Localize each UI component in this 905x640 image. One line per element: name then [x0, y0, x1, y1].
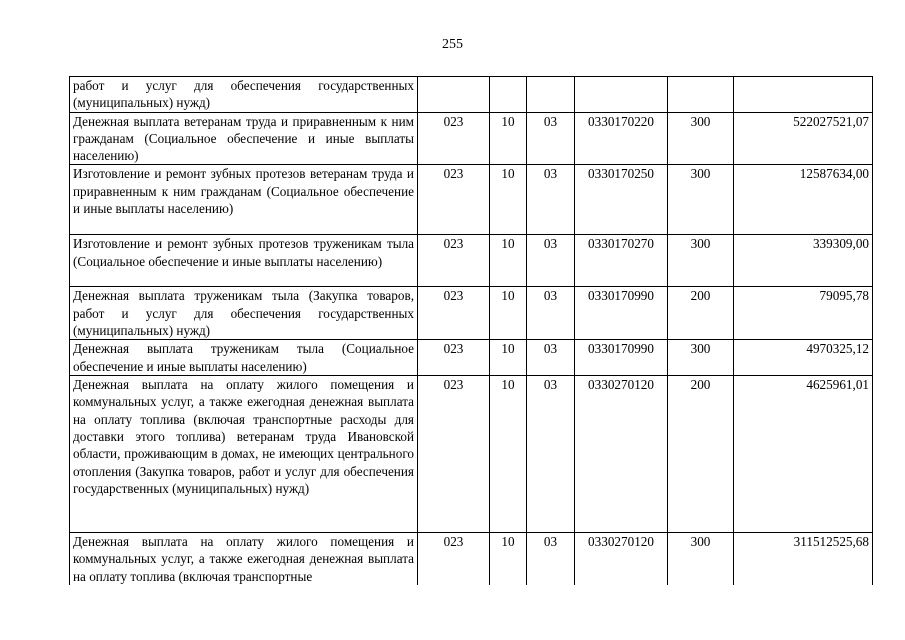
subsection-code: 03: [527, 376, 575, 533]
ministry-code: [418, 77, 490, 113]
section-code: 10: [490, 112, 527, 165]
target-article-code: 0330170220: [575, 112, 668, 165]
amount-value: 4970325,12: [734, 340, 873, 376]
subsection-code: 03: [527, 165, 575, 235]
amount-value: [734, 77, 873, 113]
table-row: [70, 77, 873, 113]
expense-type-code: 200: [668, 287, 734, 340]
amount-value: 12587634,00: [734, 165, 873, 235]
expense-type-code: 300: [668, 533, 734, 585]
subsection-code: 03: [527, 235, 575, 287]
section-code: 10: [490, 376, 527, 533]
target-article-code: 0330270120: [575, 376, 668, 533]
budget-table: [69, 76, 873, 585]
expense-description: Денежная выплата на оплату жилого помещения и коммунальных услуг, а также ежегодная денежная выплата на оплату топлива (включая транспортные расходы для доставки этого топлива) ветеранам труда Ивановской области, проживающим в домах, не имеющих центрального отопления (Закупка товаров, работ и услуг для обеспечения государственных (муниципальных) нужд): [70, 376, 418, 533]
section-code: 10: [490, 533, 527, 585]
section-code: 10: [490, 235, 527, 287]
table-row: [70, 235, 873, 287]
ministry-code: 023: [418, 287, 490, 340]
page-number: 255: [442, 37, 463, 52]
expense-type-code: 300: [668, 340, 734, 376]
expense-description: Денежная выплата труженикам тыла (Закупка товаров, работ и услуг для обеспечения государственных (муниципальных) нужд): [70, 287, 418, 340]
target-article-code: 0330170270: [575, 235, 668, 287]
expense-type-code: 300: [668, 235, 734, 287]
expense-type-code: 300: [668, 112, 734, 165]
amount-value: 339309,00: [734, 235, 873, 287]
expense-type-code: [668, 77, 734, 113]
ministry-code: 023: [418, 340, 490, 376]
ministry-code: 023: [418, 235, 490, 287]
ministry-code: 023: [418, 376, 490, 533]
expense-description: Денежная выплата труженикам тыла (Социальное обеспечение и иные выплаты населению): [70, 340, 418, 376]
table-row: [70, 376, 873, 533]
amount-value: 311512525,68: [734, 533, 873, 585]
amount-value: 4625961,01: [734, 376, 873, 533]
subsection-code: [527, 77, 575, 113]
expense-description: Изготовление и ремонт зубных протезов труженикам тыла (Социальное обеспечение и иные выплаты населению): [70, 235, 418, 287]
target-article-code: [575, 77, 668, 113]
subsection-code: 03: [527, 533, 575, 585]
subsection-code: 03: [527, 287, 575, 340]
target-article-code: 0330170250: [575, 165, 668, 235]
subsection-code: 03: [527, 340, 575, 376]
target-article-code: 0330170990: [575, 340, 668, 376]
table-row: [70, 112, 873, 165]
ministry-code: 023: [418, 533, 490, 585]
table-row: [70, 340, 873, 376]
expense-type-code: 300: [668, 165, 734, 235]
expense-description: Денежная выплата ветеранам труда и приравненным к ним гражданам (Социальное обеспечение и иные выплаты населению): [70, 112, 418, 165]
amount-value: 522027521,07: [734, 112, 873, 165]
section-code: 10: [490, 287, 527, 340]
expense-description: работ и услуг для обеспечения государственных (муниципальных) нужд): [70, 77, 418, 113]
expense-description: Изготовление и ремонт зубных протезов ветеранам труда и приравненным к ним гражданам (Социальное обеспечение и иные выплаты населению): [70, 165, 418, 235]
table-row: [70, 165, 873, 235]
section-code: 10: [490, 340, 527, 376]
expense-type-code: 200: [668, 376, 734, 533]
ministry-code: 023: [418, 165, 490, 235]
table-row: [70, 287, 873, 340]
target-article-code: 0330270120: [575, 533, 668, 585]
table-body: [70, 77, 873, 585]
table-row: [70, 533, 873, 585]
target-article-code: 0330170990: [575, 287, 668, 340]
expense-description: Денежная выплата на оплату жилого помещения и коммунальных услуг, а также ежегодная денежная выплата на оплату топлива (включая транспортные: [70, 533, 418, 585]
section-code: 10: [490, 165, 527, 235]
ministry-code: 023: [418, 112, 490, 165]
section-code: [490, 77, 527, 113]
amount-value: 79095,78: [734, 287, 873, 340]
subsection-code: 03: [527, 112, 575, 165]
